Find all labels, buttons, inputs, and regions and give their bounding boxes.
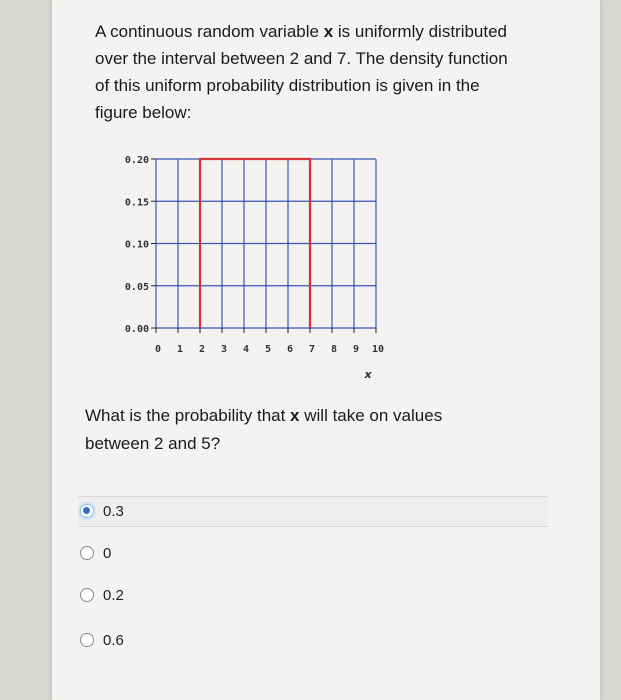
- radio-icon[interactable]: [80, 588, 94, 602]
- x-axis-label: x: [364, 368, 372, 381]
- question-text: [95, 18, 565, 126]
- x-tick-label: 7: [308, 344, 316, 355]
- question-line1-post: is uniformly distributed: [333, 22, 508, 41]
- x-tick-label: 10: [371, 344, 385, 355]
- answer-option-3[interactable]: [80, 628, 124, 652]
- sub-question-variable: x: [290, 406, 300, 425]
- x-tick-label: 3: [220, 344, 228, 355]
- density-chart-svg: [108, 145, 388, 395]
- x-tick-label: 6: [286, 344, 294, 355]
- question-line4: figure below:: [95, 103, 192, 122]
- x-tick-label: 4: [242, 344, 250, 355]
- answer-option-label: 0.6: [103, 631, 124, 649]
- x-tick-label: 5: [264, 344, 272, 355]
- radio-icon[interactable]: [80, 546, 94, 560]
- answer-option-label: 0: [103, 544, 112, 562]
- divider: [78, 526, 548, 527]
- question-line2: over the interval between 2 and 7. The density function: [95, 49, 508, 68]
- selected-option-highlight: [78, 496, 548, 526]
- answer-option-label: 0.2: [103, 586, 124, 604]
- y-tick-label: 0.10: [124, 239, 149, 251]
- x-tick-label: 1: [176, 344, 184, 355]
- sub-question-post: will take on values: [299, 406, 443, 425]
- y-tick-label: 0.15: [124, 197, 149, 209]
- y-tick-label: 0.00: [124, 324, 149, 335]
- sub-question-text: [85, 402, 555, 458]
- question-variable: x: [323, 22, 334, 41]
- answer-option-1[interactable]: [80, 541, 111, 565]
- radio-icon[interactable]: [80, 633, 94, 647]
- x-tick-label: 0: [154, 344, 162, 355]
- sub-question-pre: What is the probability that: [85, 406, 291, 425]
- radio-selected-icon[interactable]: [80, 504, 94, 518]
- answer-option-0[interactable]: [80, 499, 124, 523]
- x-tick-label: 8: [330, 344, 338, 355]
- question-line3: of this uniform probability distribution is given in the: [95, 76, 480, 95]
- divider: [78, 496, 548, 497]
- answer-option-label: 0.3: [103, 502, 124, 520]
- question-line1-pre: A continuous random variable: [95, 22, 324, 41]
- x-tick-label: 9: [352, 344, 360, 355]
- sub-question-line2: between 2 and 5?: [85, 434, 221, 453]
- y-tick-label: 0.05: [124, 281, 149, 293]
- y-tick-label: 0.20: [124, 155, 149, 166]
- answer-option-2[interactable]: [80, 583, 124, 607]
- density-chart: [108, 145, 388, 395]
- x-tick-label: 2: [198, 344, 206, 355]
